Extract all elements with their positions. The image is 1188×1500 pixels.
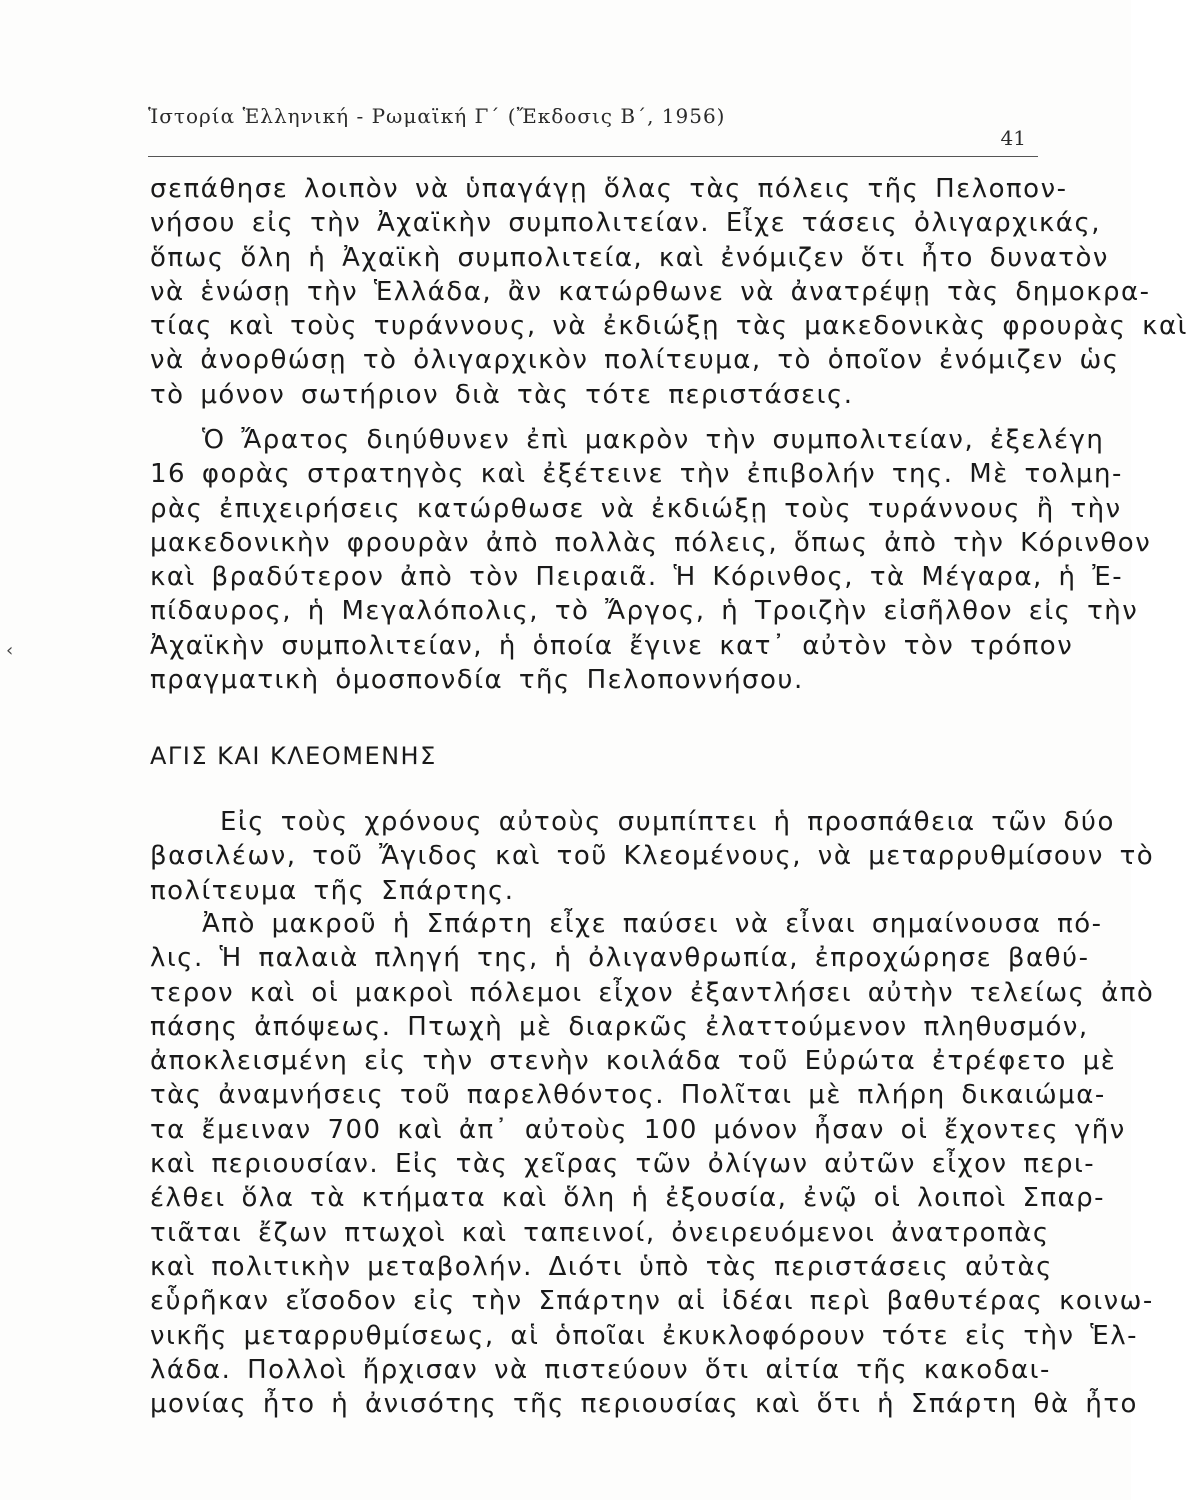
text-line: τίας καὶ τοὺς τυράννους, νὰ ἐκδιώξῃ τὰς μακεδονικὰς φρουρὰς καὶ [150,311,1188,342]
paragraph-1 [150,172,1188,412]
text-line: λις. Ἡ παλαιὰ πληγή της, ἡ ὀλιγανθρωπία, ἐπροχώρησε βαθύ- [150,943,1090,974]
text-line: νήσου εἰς τὴν Ἀχαϊκὴν συμπολιτείαν. Εἶχε τάσεις ὀλιγαρχικάς, [150,208,1101,239]
text-line: ἀποκλεισμένη εἰς τὴν στενὴν κοιλάδα τοῦ Εὐρώτα ἐτρέφετο μὲ [150,1046,1117,1077]
text-line: λάδα. Πολλοὶ ἤρχισαν νὰ πιστεύουν ὅτι αἰτία τῆς κακοδαι- [150,1354,1051,1385]
text-line: εὗρῆκαν εἴσοδον εἰς τὴν Σπάρτην αἱ ἰδέαι περὶ βαθυτέρας κοινω- [150,1286,1154,1317]
text-line: τα ἔμειναν 700 καὶ ἀπ᾿ αὐτοὺς 100 μόνον ἦσαν οἱ ἔχοντες γῆν [150,1114,1126,1145]
text-line: 16 φορὰς στρατηγὸς καὶ ἐξέτεινε τὴν ἐπιβολήν της. Μὲ τολμη- [150,459,1123,490]
text-line: καὶ βραδύτερον ἀπὸ τὸν Πειραιᾶ. Ἡ Κόρινθος, τὰ Μέγαρα, ἡ Ἐ- [150,562,1124,593]
text-line: μακεδονικὴν φρουρὰν ἀπὸ πολλὰς πόλεις, ὅπως ἀπὸ τὴν Κόρινθον [150,527,1152,558]
text-line: Ὁ Ἄρατος διηύθυνεν ἐπὶ μακρὸν τὴν συμπολιτείαν, ἐξελέγη [202,425,1105,455]
text-line: σεπάθησε λοιπὸν νὰ ὑπαγάγῃ ὅλας τὰς πόλεις τῆς Πελοπον- [150,174,1068,204]
text-line: τὸ μόνον σωτήριον διὰ τὰς τότε περιστάσεις. [150,379,854,410]
text-line: ρὰς ἐπιχειρήσεις κατώρθωσε νὰ ἐκδιώξῃ τοὺς τυράννους ἢ τὴν [150,493,1122,524]
text-line: ὅπως ὅλη ἡ Ἀχαϊκὴ συμπολιτεία, καὶ ἐνόμιζεν ὅτι ἦτο δυνατὸν [150,242,1109,273]
text-line: τιᾶται ἔζων πτωχοὶ καὶ ταπεινοί, ὀνειρευόμενοι ἀνατροπὰς [150,1217,1050,1248]
text-line: Ἀχαϊκὴν συμπολιτείαν, ἡ ὁποία ἔγινε κατ᾿ αὐτὸν τὸν τρόπον [150,630,1074,661]
text-line: έλθει ὅλα τὰ κτήματα καὶ ὅλη ἡ ἐξουσία, ἐνῷ οἱ λοιποὶ Σπαρ- [150,1183,1106,1214]
text-line: πολίτευμα τῆς Σπάρτης. [150,875,515,906]
running-header [148,96,1038,157]
text-line: καὶ πολιτικὴν μεταβολήν. Διότι ὑπὸ τὰς περιστάσεις αὐτὰς [150,1251,1053,1282]
paragraph-3 [150,805,1155,908]
text-line: πάσης ἀπόψεως. Πτωχὴ μὲ διαρκῶς ἐλαττούμενον πληθυσμόν, [150,1011,1089,1042]
paragraph-2 [150,423,1152,697]
text-line: τερον καὶ οἱ μακροὶ πόλεμοι εἶχον ἐξαντλήσει αὐτὴν τελείως ἀπὸ [150,977,1155,1008]
text-line: πραγματικὴ ὁμοσπονδία τῆς Πελοποννήσου. [150,665,804,696]
text-line: καὶ περιουσίαν. Εἰς τὰς χεῖρας τῶν ὀλίγων αὐτῶν εἶχον περι- [150,1149,1096,1180]
text-line: Ἀπὸ μακροῦ ἡ Σπάρτη εἶχε παύσει νὰ εἶναι σημαίνουσα πό- [202,909,1103,939]
page-number: 41 [1000,126,1026,150]
text-line: τὰς ἀναμνήσεις τοῦ παρελθόντος. Πολῖται μὲ πλήρη δικαιώμα- [150,1080,1106,1111]
text-line: μονίας ἦτο ἡ ἀνισότης τῆς περιουσίας καὶ ὅτι ἡ Σπάρτη θὰ ἦτο [150,1389,1138,1420]
section-heading: ΑΓΙΣ ΚΑΙ ΚΛΕΟΜΕΝΗΣ [150,742,437,770]
paragraph-4 [150,907,1155,1421]
text-line: νὰ ἀνορθώσῃ τὸ ὀλιγαρχικὸν πολίτευμα, τὸ ὁποῖον ἐνόμιζεν ὡς [150,345,1120,376]
text-line: βασιλέων, τοῦ Ἄγιδος καὶ τοῦ Κλεομένους, νὰ μεταρρυθμίσουν τὸ [150,841,1155,872]
text-line: νικῆς μεταρρυθμίσεως, αἱ ὁποῖαι ἐκυκλοφόρουν τότε εἰς τὴν Ἑλ- [150,1320,1139,1351]
running-title: Ἱστορία Ἑλληνική - Ρωμαϊκή Γ΄ (Ἔκδοσις Β΄, 1956) [148,104,726,128]
text-line: νὰ ἑνώσῃ τὴν Ἑλλάδα, ἂν κατώρθωνε νὰ ἀνατρέψῃ τὰς δημοκρα- [150,276,1151,307]
margin-mark: ‹ [6,640,14,661]
text-line: πίδαυρος, ἡ Μεγαλόπολις, τὸ Ἄργος, ἡ Τροιζὴν εἰσῆλθον εἰς τὴν [150,596,1139,627]
text-line: Εἰς τοὺς χρόνους αὐτοὺς συμπίπτει ἡ προσπάθεια τῶν δύο [220,807,1115,837]
